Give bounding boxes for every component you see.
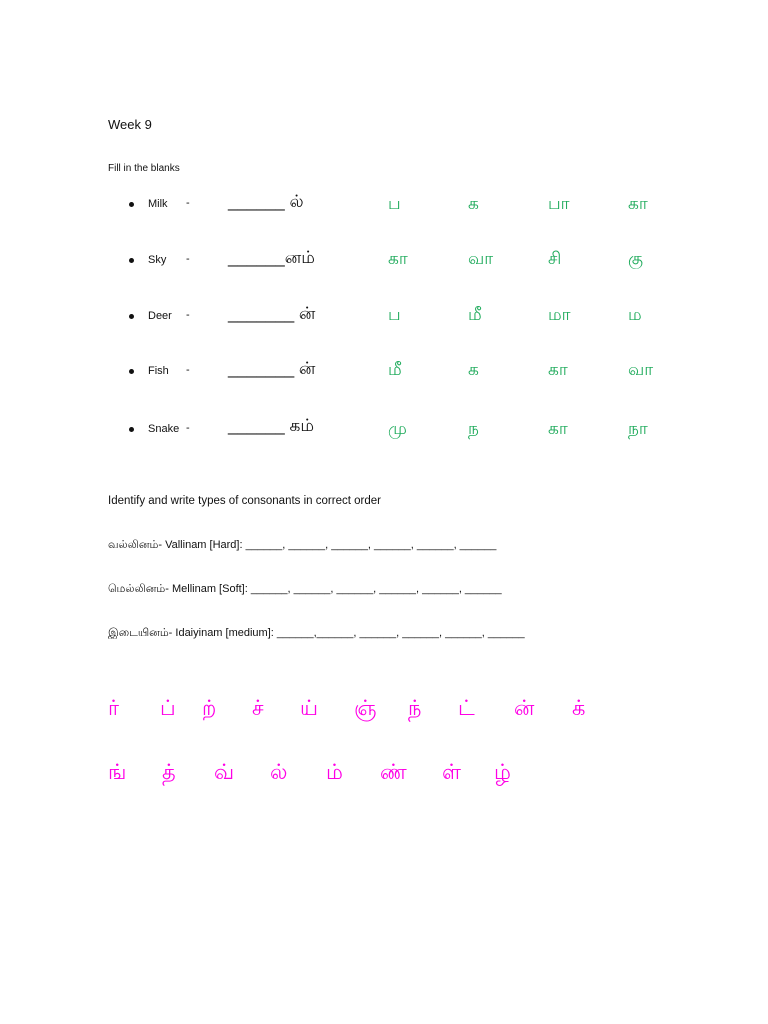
bullet-icon — [129, 314, 134, 319]
option-letter: மு — [388, 419, 407, 439]
consonant-letter: ந் — [408, 696, 422, 720]
item-blank: ______ ல் — [228, 192, 304, 211]
consonant-letter: ய் — [300, 696, 319, 720]
option-letter: வா — [468, 249, 494, 269]
consonant-letter: ள் — [442, 760, 461, 784]
page-title: Week 9 — [108, 117, 152, 132]
item-dash: - — [186, 422, 190, 434]
option-letter: மீ — [468, 305, 482, 325]
option-letter: பா — [548, 194, 570, 214]
bullet-icon — [129, 202, 134, 207]
item-blank: ______னம் — [228, 248, 315, 267]
consonant-letter: வ் — [214, 760, 235, 784]
consonant-letter: க் — [572, 696, 586, 720]
item-word: Milk — [148, 198, 168, 210]
consonants-heading: Identify and write types of consonants in correct order — [108, 495, 381, 507]
option-letter: கா — [548, 360, 568, 380]
consonant-letter: த் — [162, 760, 176, 784]
consonant-letter: ர் — [108, 696, 119, 720]
option-letter: கு — [628, 249, 644, 269]
option-letter: கா — [628, 194, 648, 214]
consonant-letter: ண் — [380, 760, 407, 784]
item-blank: _______ ன் — [228, 304, 316, 323]
consonant-letter: ழ் — [494, 760, 511, 784]
consonant-letter: ம் — [326, 760, 343, 784]
consonant-letter: ச் — [252, 696, 264, 720]
consonant-letter: ட் — [458, 696, 475, 720]
bullet-icon — [129, 258, 134, 263]
option-letter: வா — [628, 360, 654, 380]
option-letter: ம — [628, 305, 642, 325]
option-letter: கா — [388, 249, 408, 269]
consonant-letter: ப் — [160, 696, 176, 720]
bullet-icon — [129, 369, 134, 374]
bullet-icon — [129, 427, 134, 432]
option-letter: மா — [548, 305, 571, 325]
item-dash: - — [186, 309, 190, 321]
item-blank: _______ ன் — [228, 359, 316, 378]
fill-blanks-heading: Fill in the blanks — [108, 163, 180, 174]
consonant-letter: ல் — [270, 760, 288, 784]
consonant-type-line: இடையினம்- Idaiyinam [medium]: ______,______, ______, ______, ______, ______ — [108, 627, 525, 639]
consonant-type-line: மெல்லினம்- Mellinam [Soft]: ______, ______, ______, ______, ______, ______ — [108, 583, 502, 595]
option-letter: ப — [388, 194, 401, 214]
option-letter: க — [468, 360, 479, 380]
option-letter: கா — [548, 419, 568, 439]
option-letter: ந — [468, 419, 479, 439]
item-word: Sky — [148, 254, 167, 266]
item-dash: - — [186, 197, 190, 209]
item-dash: - — [186, 364, 190, 376]
consonant-letter: ன் — [514, 696, 535, 720]
consonant-letter: ஞ் — [354, 696, 377, 720]
option-letter: க — [468, 194, 479, 214]
consonant-letter: ங் — [108, 760, 127, 784]
item-word: Snake — [148, 423, 180, 435]
item-word: Fish — [148, 365, 169, 377]
consonant-type-line: வல்லினம்- Vallinam [Hard]: ______, ______, ______, ______, ______, ______ — [108, 539, 497, 551]
consonant-letter: ற் — [202, 696, 217, 720]
option-letter: சி — [548, 249, 562, 269]
item-dash: - — [186, 253, 190, 265]
item-word: Deer — [148, 310, 172, 322]
option-letter: ப — [388, 305, 401, 325]
item-blank: ______ கம் — [228, 416, 315, 435]
option-letter: நா — [628, 419, 648, 439]
option-letter: மீ — [388, 360, 402, 380]
